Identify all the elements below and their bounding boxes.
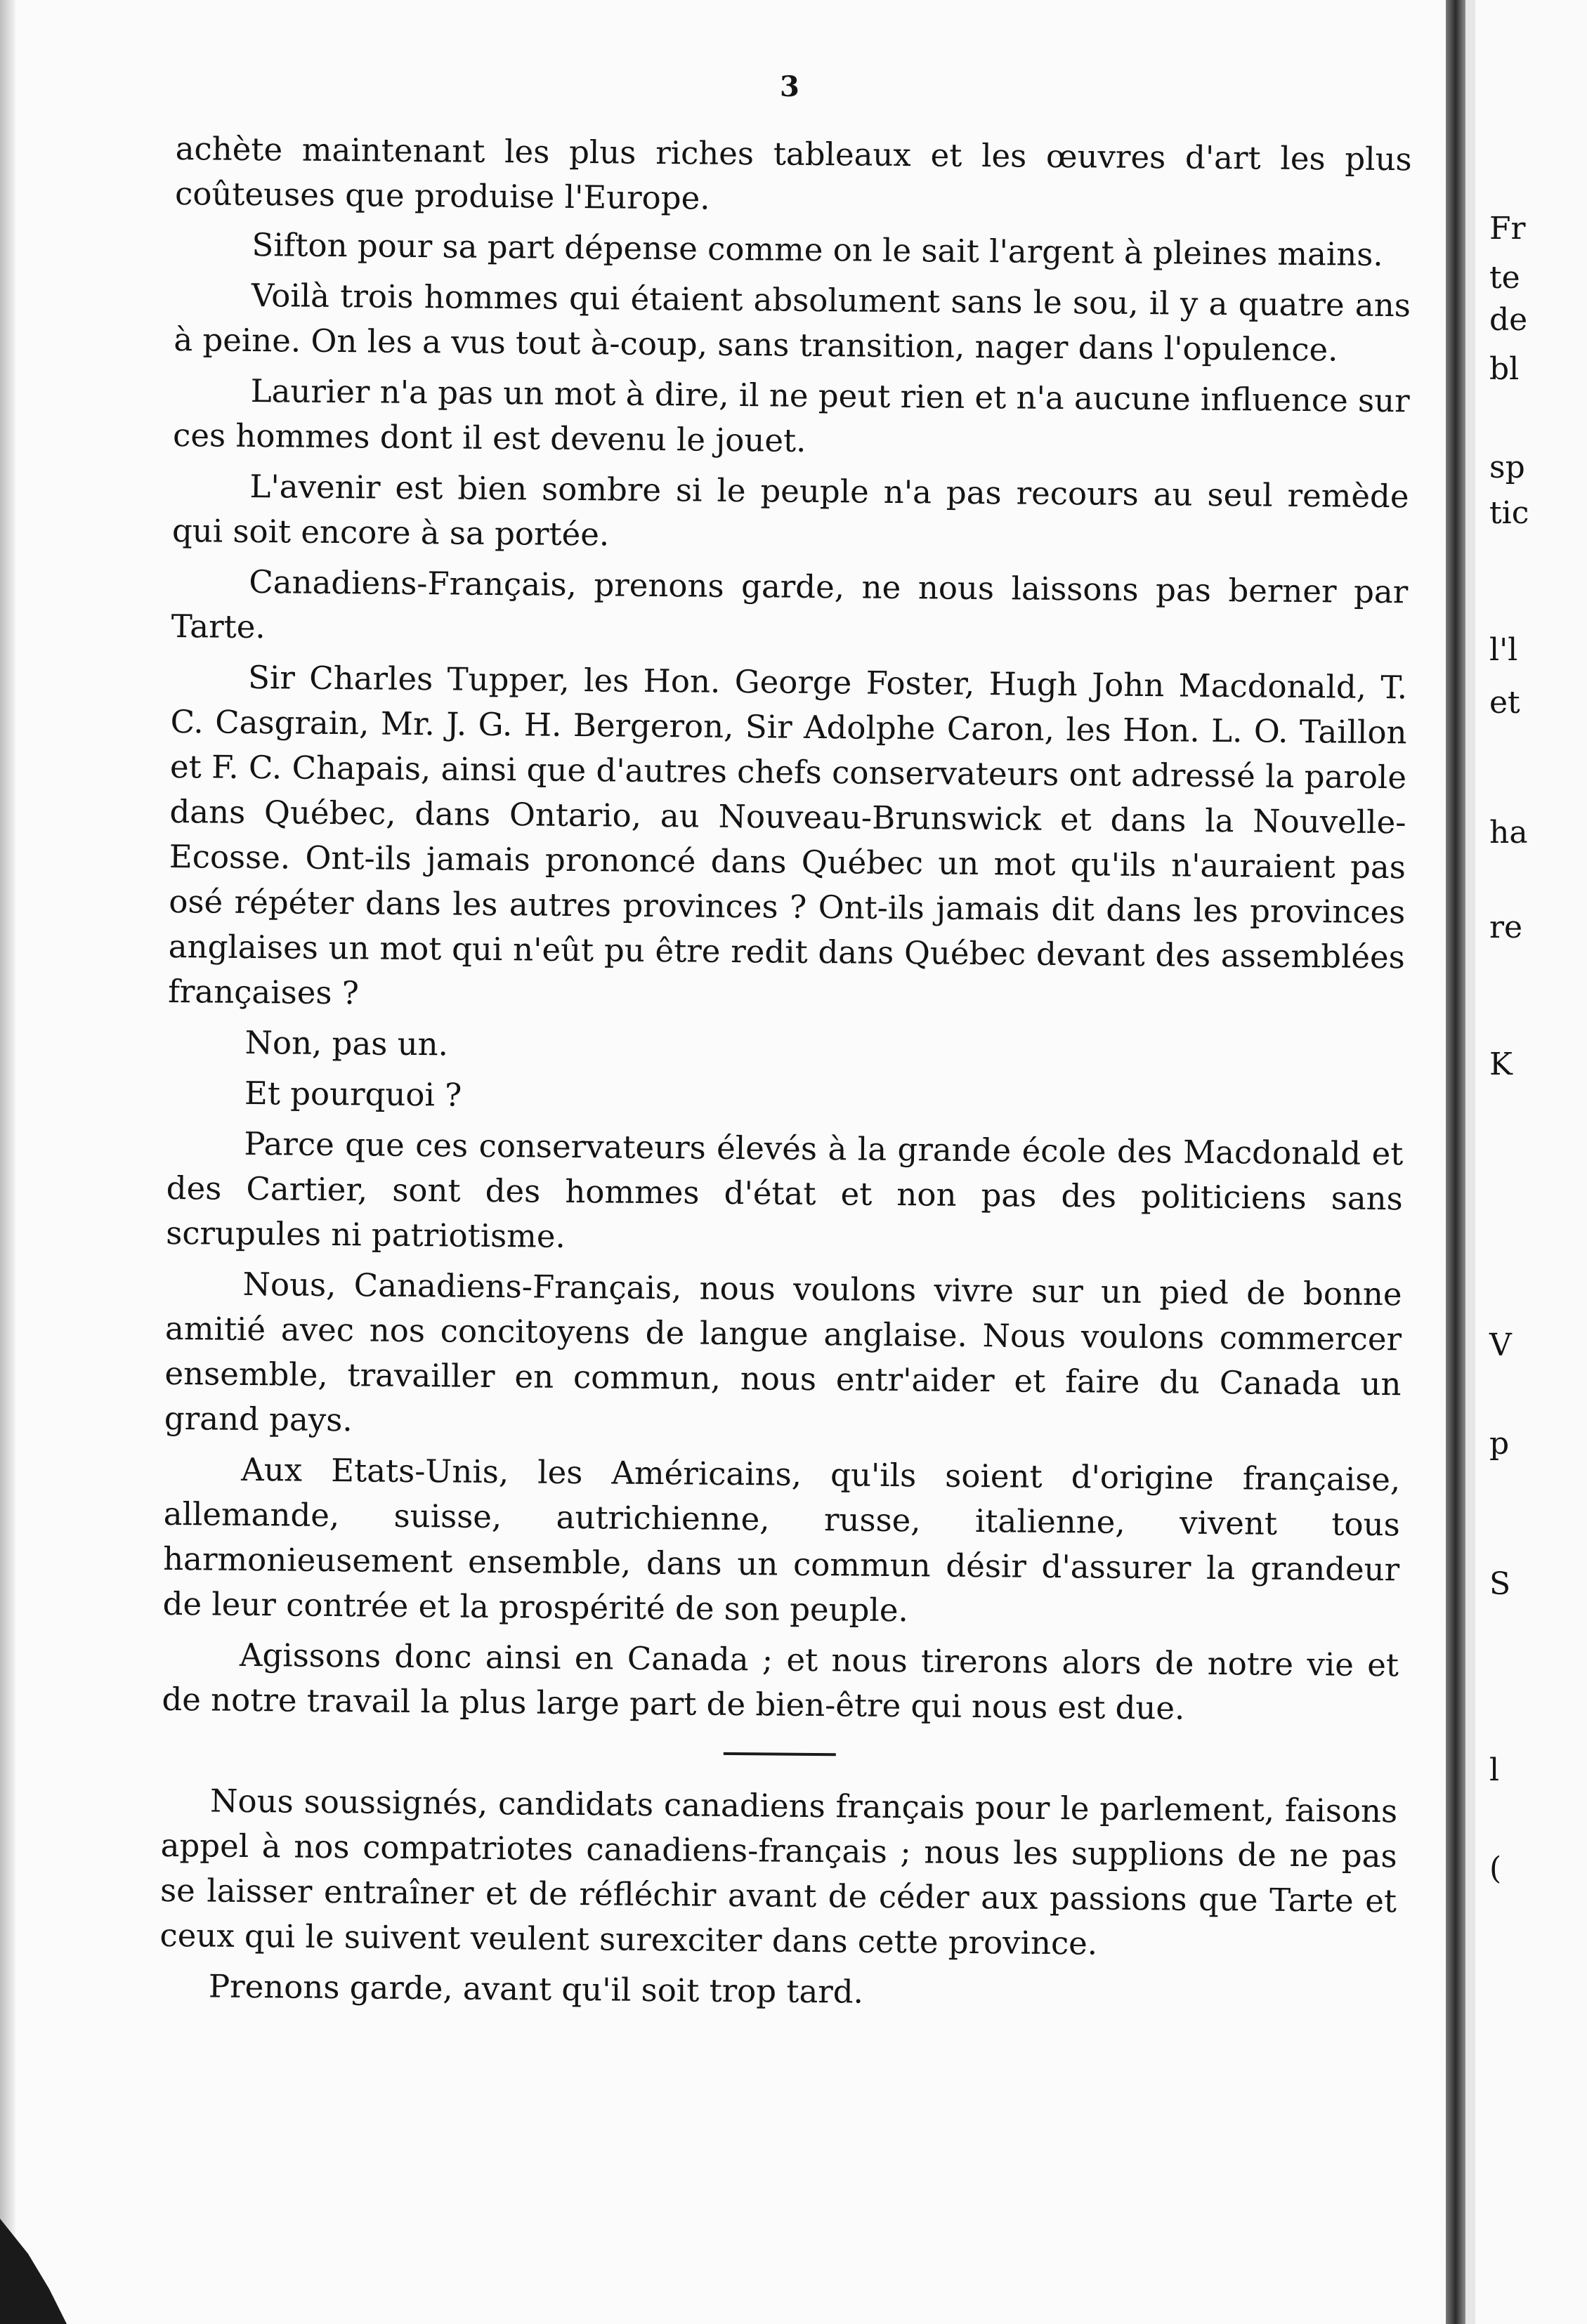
- adjacent-page-fragment: sp: [1489, 449, 1525, 485]
- adjacent-page-fragment: de: [1489, 302, 1528, 338]
- adjacent-page-fragment: S: [1489, 1566, 1511, 1602]
- adjacent-page-fragment: Fr: [1489, 211, 1526, 247]
- adjacent-page-fragment: V: [1489, 1327, 1512, 1363]
- section-divider: [724, 1752, 836, 1756]
- paragraph: Nous, Canadiens-Français, nous voulons vivre sur un pied de bonne amitié avec nos concitoyens de langue anglaise. Nous voulons commercer ensemble, travailler en commun, nous entr'aider et faire du Canada un grand pays.: [164, 1265, 1402, 1439]
- paragraph: Agissons donc ainsi en Canada ; et nous tirerons alors de notre vie et de notre travail la plus large part de bien-être qui nous est due.: [162, 1636, 1399, 1727]
- adjacent-page-fragment: bl: [1489, 351, 1520, 387]
- paragraph: Aux Etats-Unis, les Américains, qu'ils soient d'origine française, allemande, suisse, autrichienne, russe, italienne, vivent tous harmonieusement ensemble, dans un commun désir d'assurer la grandeur de leur contrée et la prospérité de son peuple.: [162, 1450, 1401, 1629]
- adjacent-page-fragment: l: [1489, 1752, 1500, 1788]
- adjacent-page-fragment: tic: [1489, 495, 1529, 531]
- adjacent-page-fragment: re: [1489, 910, 1523, 945]
- adjacent-page-fragment: K: [1489, 1046, 1513, 1082]
- torn-corner-mark: [0, 2205, 84, 2324]
- candidates-appeal: [159, 1778, 1398, 2019]
- paragraph: Laurier n'a pas un mot à dire, il ne peut rien et n'a aucune influence sur ces hommes dont il est devenu le jouet.: [172, 372, 1410, 459]
- appeal-paragraph: Prenons garde, avant qu'il soit trop tard.: [208, 1967, 864, 2011]
- adjacent-page-fragment: et: [1489, 685, 1520, 721]
- binding-highlight: [1465, 0, 1475, 2324]
- page-body-text: [159, 126, 1412, 2025]
- paragraph: Sifton pour sa part dépense comme on le sait l'argent à pleines mains.: [252, 225, 1383, 274]
- paragraph: Voilà trois hommes qui étaient absolument sans le sou, il y a quatre ans à peine. On les a vus tout à-coup, sans transition, nager dans l'opulence.: [174, 276, 1411, 369]
- paragraph: Sir Charles Tupper, les Hon. George Foster, Hugh John Macdonald, T. C. Casgrain, Mr. J. G. H. Bergeron, Sir Adolphe Caron, les Hon. L. O. Taillon et F. C. Chapais, ainsi que d'autres chefs conservateurs ont adressé la parole dans Québec, dans Ontario, au Nouveau-Brunswick et dans la Nouvelle-Ecosse. Ont-ils jamais prononcé dans Québec un mot qu'ils n'auraient pas osé répéter dans les autres provinces ? Ont-ils jamais dit dans les provinces anglaises un mot qui n'eût pu être redit dans Québec devant des assemblées françaises ?: [168, 658, 1408, 1012]
- adjacent-page-fragment: ha: [1489, 815, 1528, 851]
- left-page-edge-shadow: [0, 0, 15, 2324]
- adjacent-page-fragment: l'l: [1489, 632, 1518, 668]
- adjacent-page-edge: [1475, 0, 1587, 2324]
- main-page: [119, 49, 1426, 2297]
- appeal-paragraph: Nous soussignés, candidats canadiens français pour le parlement, faisons appel à nos compatriotes canadiens-français ; nous les supplions de ne pas se laisser entraîner et de réfléchir avant de céder aux passions que Tarte et ceux qui le suivent veulent surexciter dans cette province.: [159, 1782, 1398, 1962]
- adjacent-page-fragment: (: [1489, 1851, 1502, 1886]
- adjacent-page-fragment: te: [1489, 260, 1520, 296]
- page-number: 3: [780, 70, 799, 103]
- paragraph: L'avenir est bien sombre si le peuple n'a pas recours au seul remède qui soit encore à sa portée.: [171, 467, 1409, 553]
- paragraph: Et pourquoi ?: [244, 1074, 462, 1114]
- paragraph: Parce que ces conservateurs élevés à la grande école des Macdonald et des Cartier, sont des hommes d'état et non pas des politiciens sans scrupules ni patriotisme.: [166, 1124, 1404, 1255]
- book-binding-gutter: [1446, 0, 1465, 2324]
- paragraph: achète maintenant les plus riches tableaux et les œuvres d'art les plus coûteuses que produise l'Europe.: [174, 129, 1412, 217]
- adjacent-page-fragment: p: [1489, 1426, 1510, 1462]
- paragraph: Non, pas un.: [244, 1023, 449, 1063]
- paragraph: Canadiens-Français, prenons garde, ne nous laissons pas berner par Tarte.: [171, 563, 1409, 646]
